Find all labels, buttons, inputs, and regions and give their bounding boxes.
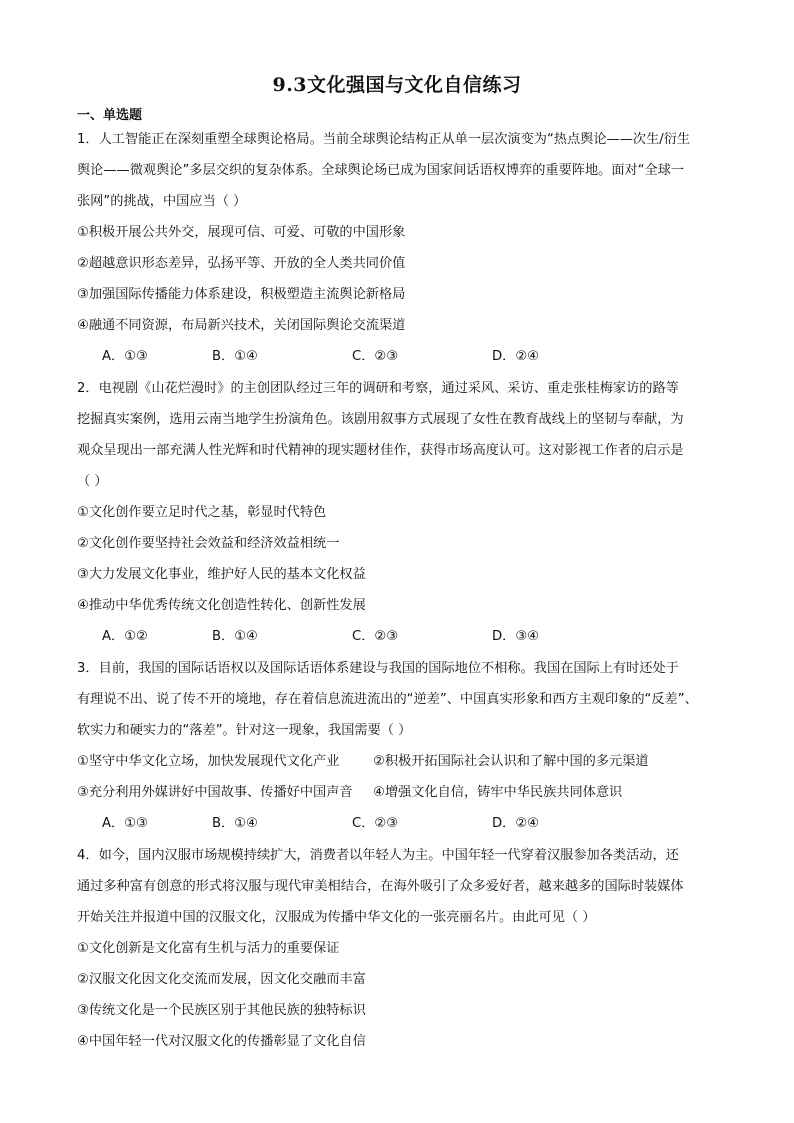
answer-choice-a[interactable]: A．①③ — [102, 349, 148, 364]
answer-choice-a[interactable]: A．①③ — [102, 816, 148, 831]
q4-option: ④中国年轻一代对汉服文化的传播彰显了文化自信 — [77, 1034, 366, 1049]
answer-choice-d[interactable]: D．②④ — [492, 349, 539, 364]
q1-answer-choices — [102, 348, 622, 366]
q4-stem-line: 通过多种富有创意的形式将汉服与现代审美相结合，在海外吸引了众多爱好者，越来越多的国际时装媒体 — [77, 879, 684, 894]
q3-stem-line: 3．目前，我国的国际话语权以及国际话语体系建设与我国的国际地位不相称。我国在国际上有时还处于 — [77, 661, 679, 676]
q3-stem-line: 软实力和硬实力的“落差”。针对这一现象，我国需要（ ） — [77, 723, 412, 738]
answer-choice-c[interactable]: C．②③ — [352, 816, 399, 831]
answer-choice-d[interactable]: D．②④ — [492, 816, 539, 831]
q4-option: ②汉服文化因文化交流而发展，因文化交融而丰富 — [77, 972, 366, 987]
q4-option: ③传统文化是一个民族区别于其他民族的独特标识 — [77, 1003, 366, 1018]
q4-stem-line: 4．如今，国内汉服市场规模持续扩大，消费者以年轻人为主。中国年轻一代穿着汉服参加各类活动，还 — [77, 848, 679, 863]
q3-option: ③充分利用外媒讲好中国故事、传播好中国声音 — [77, 785, 353, 800]
q1-stem-line: 1．人工智能正在深刻重塑全球舆论格局。当前全球舆论结构正从单一层次演变为“热点舆论——次生/衍生 — [77, 132, 691, 147]
q3-option: ②积极开拓国际社会认识和了解中国的多元渠道 — [373, 754, 649, 769]
q3-answer-choices — [102, 815, 622, 833]
answer-choice-b[interactable]: B．①④ — [212, 629, 258, 644]
answer-choice-b[interactable]: B．①④ — [212, 349, 258, 364]
q3-option: ④增强文化自信，铸牢中华民族共同体意识 — [373, 785, 623, 800]
q4-stem-line: 开始关注并报道中国的汉服文化，汉服成为传播中华文化的一张亮丽名片。由此可见（ ） — [77, 910, 596, 925]
q1-option: ②超越意识形态差异，弘扬平等、开放的全人类共同价值 — [77, 256, 406, 271]
q4-option: ①文化创新是文化富有生机与活力的重要保证 — [77, 941, 340, 956]
q2-stem-line: 观众呈现出一部充满人性光辉和时代精神的现实题材佳作，获得市场高度认可。这对影视工作者的启示是 — [77, 443, 684, 458]
answer-choice-d[interactable]: D．③④ — [492, 629, 539, 644]
q1-option: ③加强国际传播能力体系建设，积极塑造主流舆论新格局 — [77, 287, 406, 302]
page-title: 9.3文化强国与文化自信练习 — [272, 74, 522, 96]
q2-option: ①文化创作要立足时代之基，彰显时代特色 — [77, 505, 327, 520]
q3-option-row — [77, 753, 737, 771]
q1-stem-line: 张网”的挑战，中国应当（ ） — [77, 194, 247, 209]
q2-answer-choices — [102, 628, 622, 646]
q2-option: ④推动中华优秀传统文化创造性转化、创新性发展 — [77, 598, 366, 613]
answer-choice-b[interactable]: B．①④ — [212, 816, 258, 831]
q2-option: ②文化创作要坚持社会效益和经济效益相统一 — [77, 536, 340, 551]
answer-choice-c[interactable]: C．②③ — [352, 629, 399, 644]
q2-stem-line: 挖掘真实案例，选用云南当地学生扮演角色。该剧用叙事方式展现了女性在教育战线上的坚韧与奉献，为 — [77, 412, 684, 427]
q1-option: ④融通不同资源，布局新兴技术，关闭国际舆论交流渠道 — [77, 318, 406, 333]
q3-option-row — [77, 784, 737, 802]
section-heading: 一、单选题 — [77, 108, 143, 123]
q3-option: ①坚守中华文化立场，加快发展现代文化产业 — [77, 754, 340, 769]
q3-stem-line: 有理说不出、说了传不开的境地，存在着信息流进流出的“逆差”、中国真实形象和西方主观印象的“反差”、 — [77, 692, 698, 707]
answer-choice-a[interactable]: A．①② — [102, 629, 148, 644]
q1-option: ①积极开展公共外交，展现可信、可爱、可敬的中国形象 — [77, 225, 406, 240]
q2-option: ③大力发展文化事业，维护好人民的基本文化权益 — [77, 567, 366, 582]
q2-stem-line: 2．电视剧《山花烂漫时》的主创团队经过三年的调研和考察，通过采风、采访、重走张桂梅家访的路等 — [77, 381, 679, 396]
q1-stem-line: 舆论——微观舆论”多层交织的复杂体系。全球舆论场已成为国家间话语权博弈的重要阵地。面对“全球一 — [77, 163, 685, 178]
answer-choice-c[interactable]: C．②③ — [352, 349, 399, 364]
q2-stem-line: （ ） — [77, 474, 108, 489]
